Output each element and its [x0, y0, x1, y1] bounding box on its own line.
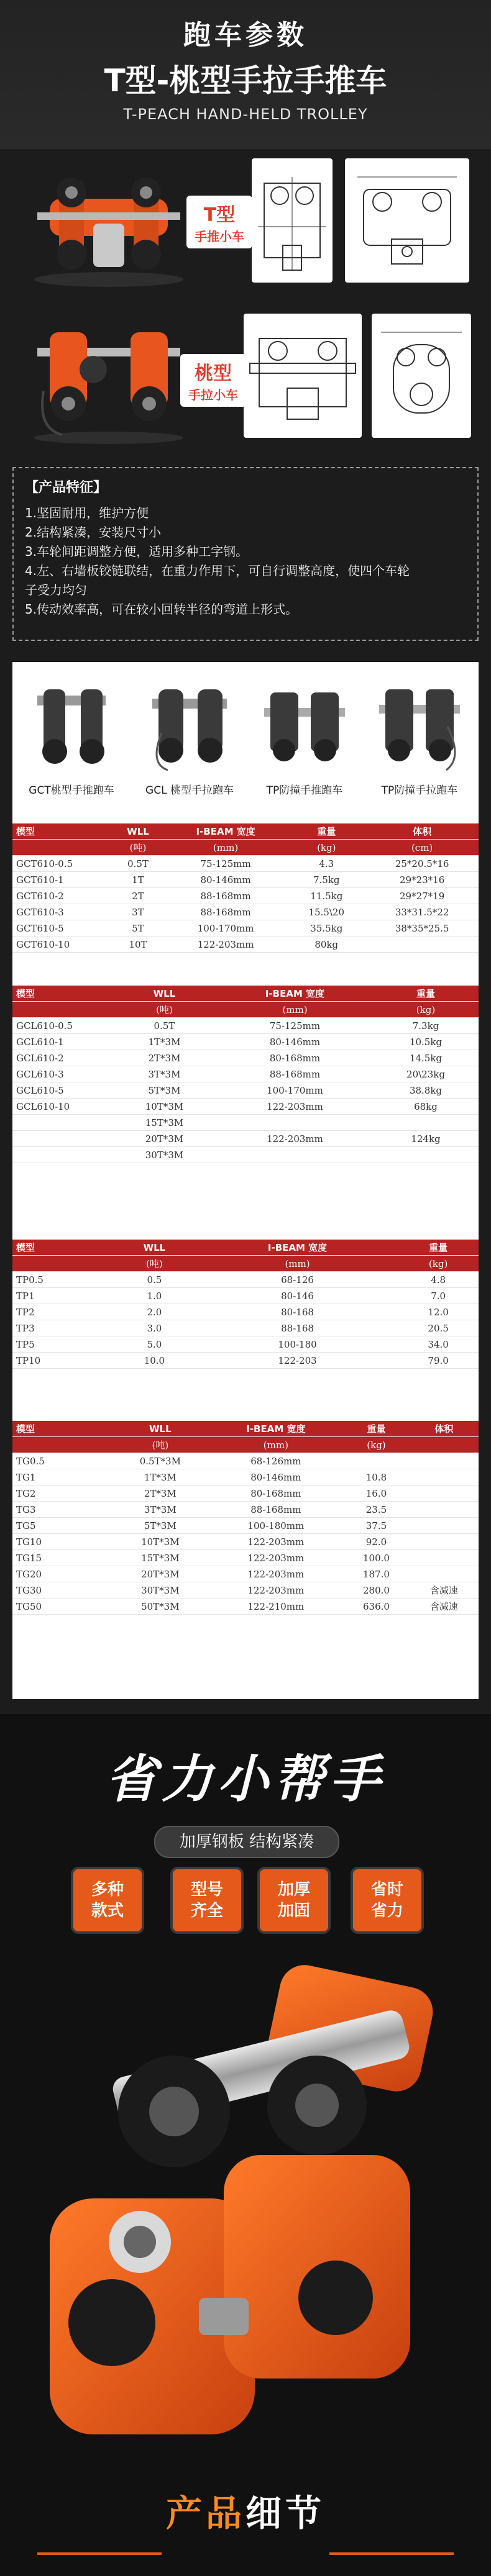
table-cell: 122-203mm: [217, 1099, 373, 1115]
hero-trolley-image: [37, 1950, 454, 2459]
promo-headline: 省力小帮手: [106, 1750, 385, 1809]
table-row: [12, 1534, 479, 1550]
page-subtitle: T型-桃型手拉手推车: [104, 63, 387, 99]
table-cell: 122-203mm: [217, 1131, 373, 1147]
table-row: [12, 1115, 479, 1131]
table-cell: 15T*3M: [112, 1115, 217, 1131]
table-cell: 122-210mm: [209, 1599, 343, 1615]
table-cell: WLL: [112, 823, 164, 840]
table-cell: 37.5: [343, 1518, 410, 1534]
table-cell: 5T*3M: [112, 1518, 209, 1534]
badge-line: 齐全: [190, 1902, 223, 1920]
table-cell: [12, 1147, 112, 1163]
table-cell: (kg): [287, 840, 365, 856]
table-cell: GCL610-3: [12, 1066, 112, 1082]
tg-spec-table: [12, 1421, 479, 1615]
table-cell: 20T*3M: [112, 1566, 209, 1582]
table-cell: 2T: [112, 888, 164, 904]
table-cell: GCT610-3: [12, 904, 112, 920]
table-cell: 体积: [410, 1421, 479, 1437]
product-features: [12, 467, 479, 641]
product-image-row: [12, 662, 479, 811]
feature-item: 2.结构紧凑，安装尺寸小: [25, 525, 162, 540]
table-cell: (kg): [343, 1437, 410, 1453]
table-cell: 80-168mm: [217, 1050, 373, 1066]
table-cell: 75-125mm: [164, 856, 287, 872]
table-cell: 1.0: [112, 1288, 197, 1304]
table-cell: [410, 1485, 479, 1502]
table-cell: 29*27*19: [365, 888, 479, 904]
table-cell: [410, 1550, 479, 1566]
table-row: [12, 888, 479, 904]
table-cell: [12, 840, 112, 856]
table-cell: 30T*3M: [112, 1582, 209, 1599]
peach-type-trolley-image: [25, 311, 193, 447]
t-type-trolley-image: [25, 155, 193, 292]
table-cell: (cm): [365, 840, 479, 856]
table-cell: 38*35*25.5: [365, 920, 479, 937]
table-row: [12, 872, 479, 888]
table-cell: 122-203mm: [164, 937, 287, 953]
table-cell: 122-203mm: [209, 1566, 343, 1582]
table-cell: [410, 1469, 479, 1485]
feature-badge: [173, 1869, 241, 1931]
table-row: [12, 1147, 479, 1163]
table-cell: (吨): [112, 1002, 217, 1018]
feature-item: 1.坚固耐用，维护方便: [25, 506, 149, 520]
table-cell: 29*23*16: [365, 872, 479, 888]
table-cell: I-BEAM 宽度: [164, 823, 287, 840]
table-cell: [12, 1256, 112, 1272]
table-row: [12, 1582, 479, 1599]
table-cell: (kg): [373, 1002, 479, 1018]
table-cell: 模型: [12, 1421, 112, 1437]
table-cell: TG30: [12, 1582, 112, 1599]
table-cell: 重量: [343, 1421, 410, 1437]
table-cell: 0.5T: [112, 1018, 217, 1034]
table-cell: 75-125mm: [217, 1018, 373, 1034]
table-cell: TG15: [12, 1550, 112, 1566]
t-type-side-drawing: [252, 158, 333, 283]
table-cell: TG1: [12, 1469, 112, 1485]
table-cell: TG10: [12, 1534, 112, 1550]
table-cell: (mm): [209, 1437, 343, 1453]
gct-spec-table: [12, 823, 479, 953]
badge-line: 型号: [190, 1880, 223, 1899]
table-cell: GCL610-5: [12, 1082, 112, 1099]
table-cell: 模型: [12, 823, 112, 840]
product-detail-heading: [0, 2484, 491, 2536]
table-cell: (mm): [217, 1002, 373, 1018]
table-cell: 80-146mm: [164, 872, 287, 888]
table-cell: 4.8: [398, 1272, 479, 1288]
table-cell: 10T: [112, 937, 164, 953]
table-unit-row: [12, 1437, 479, 1453]
table-cell: 35.5kg: [287, 920, 365, 937]
gcl-spec-table: [12, 986, 479, 1163]
table-cell: 68-126mm: [209, 1453, 343, 1469]
table-cell: [410, 1518, 479, 1534]
table-row: [12, 904, 479, 920]
table-row: [12, 1453, 479, 1469]
table-cell: 4.3: [287, 856, 365, 872]
gcl-trolley-image: [143, 671, 236, 773]
table-cell: GCT610-10: [12, 937, 112, 953]
tp-push-trolley-image: [258, 671, 351, 773]
table-cell: TP0.5: [12, 1272, 112, 1288]
table-cell: [373, 1115, 479, 1131]
table-cell: 122-203: [197, 1353, 398, 1369]
table-cell: 含减速: [410, 1599, 479, 1615]
table-cell: 15T*3M: [112, 1550, 209, 1566]
table-cell: GCL610-0.5: [12, 1018, 112, 1034]
page-title: 跑车参数: [183, 19, 308, 51]
table-row: [12, 1353, 479, 1369]
table-cell: 10.8: [343, 1469, 410, 1485]
peach-type-tag: [180, 354, 246, 407]
table-row: [12, 1518, 479, 1534]
table-cell: GCT610-1: [12, 872, 112, 888]
table-cell: (kg): [398, 1256, 479, 1272]
feature-item: 子受力均匀: [25, 583, 87, 597]
table-cell: 0.5T: [112, 856, 164, 872]
table-row: [12, 1082, 479, 1099]
table-cell: GCT610-5: [12, 920, 112, 937]
table-cell: 1T: [112, 872, 164, 888]
table-cell: 100.0: [343, 1550, 410, 1566]
table-cell: TG50: [12, 1599, 112, 1615]
table-cell: 124kg: [373, 1131, 479, 1147]
table-cell: 80-168: [197, 1304, 398, 1320]
table-cell: 122-203mm: [209, 1534, 343, 1550]
feature-item: 4.左、右墙板铰链联结，在重力作用下，可自行调整高度，使四个车轮: [25, 563, 410, 578]
table-cell: 模型: [12, 986, 112, 1002]
table-cell: 38.8kg: [373, 1082, 479, 1099]
product-label: GCT桃型手推跑车: [29, 784, 114, 797]
table-cell: [373, 1147, 479, 1163]
page-english-title: T-PEACH HAND-HELD TROLLEY: [123, 106, 368, 123]
table-header-row: [12, 1240, 479, 1256]
table-cell: [410, 1502, 479, 1518]
table-cell: 88-168mm: [217, 1066, 373, 1082]
table-cell: 100-180: [197, 1336, 398, 1353]
table-cell: 10T*3M: [112, 1534, 209, 1550]
detail-divider-right: [329, 2552, 454, 2555]
table-cell: 50T*3M: [112, 1599, 209, 1615]
table-cell: 187.0: [343, 1566, 410, 1582]
table-cell: WLL: [112, 986, 217, 1002]
table-cell: [365, 937, 479, 953]
table-cell: 5T: [112, 920, 164, 937]
table-cell: [410, 1566, 479, 1582]
table-cell: [410, 1534, 479, 1550]
badge-line: 款式: [91, 1902, 124, 1920]
spec-sheet: [12, 662, 479, 1699]
table-row: [12, 1288, 479, 1304]
table-cell: 5T*3M: [112, 1082, 217, 1099]
table-cell: 80-146mm: [217, 1034, 373, 1050]
feature-item: 5.传动效率高，可在较小回转半径的弯道上形式。: [25, 602, 298, 617]
table-cell: 1T*3M: [112, 1469, 209, 1485]
table-header-row: [12, 1421, 479, 1437]
table-cell: TG5: [12, 1518, 112, 1534]
table-cell: 5.0: [112, 1336, 197, 1353]
table-row: [12, 1050, 479, 1066]
table-cell: 79.0: [398, 1353, 479, 1369]
table-cell: (吨): [112, 1256, 197, 1272]
table-cell: TP5: [12, 1336, 112, 1353]
table-cell: 100-170mm: [164, 920, 287, 937]
table-cell: 25*20.5*16: [365, 856, 479, 872]
table-cell: 92.0: [343, 1534, 410, 1550]
table-cell: 重量: [398, 1240, 479, 1256]
table-unit-row: [12, 1002, 479, 1018]
table-cell: 88-168mm: [209, 1502, 343, 1518]
table-cell: 1T*3M: [112, 1034, 217, 1050]
peach-type-front-drawing: [372, 314, 471, 438]
table-cell: (吨): [112, 840, 164, 856]
table-cell: WLL: [112, 1240, 197, 1256]
table-cell: 100-180mm: [209, 1518, 343, 1534]
table-cell: TG20: [12, 1566, 112, 1582]
t-type-tag: [186, 196, 252, 248]
table-cell: 10.0: [112, 1353, 197, 1369]
table-cell: TG2: [12, 1485, 112, 1502]
table-row: [12, 1018, 479, 1034]
table-cell: 2T*3M: [112, 1485, 209, 1502]
table-cell: 7.0: [398, 1288, 479, 1304]
table-cell: [12, 1131, 112, 1147]
table-cell: 280.0: [343, 1582, 410, 1599]
promo-subheadline: 加厚钢板 结构紧凑: [154, 1826, 339, 1858]
table-cell: 16.0: [343, 1485, 410, 1502]
features-title: 【产品特征】: [25, 480, 108, 496]
table-row: [12, 1336, 479, 1353]
table-cell: I-BEAM 宽度: [197, 1240, 398, 1256]
table-cell: 30T*3M: [112, 1147, 217, 1163]
table-row: [12, 1550, 479, 1566]
t-type-tag-sub: 手推小车: [195, 229, 244, 244]
table-cell: 23.5: [343, 1502, 410, 1518]
t-type-showcase: [0, 149, 491, 298]
table-cell: [410, 1453, 479, 1469]
table-cell: GCT610-0.5: [12, 856, 112, 872]
table-row: [12, 1066, 479, 1082]
table-row: [12, 1034, 479, 1050]
table-cell: 体积: [365, 823, 479, 840]
table-row: [12, 1320, 479, 1336]
table-cell: 88-168mm: [164, 904, 287, 920]
table-row: [12, 937, 479, 953]
table-cell: 模型: [12, 1240, 112, 1256]
tp-spec-table: [12, 1240, 479, 1369]
table-unit-row: [12, 1256, 479, 1272]
table-row: [12, 1099, 479, 1115]
table-cell: TG0.5: [12, 1453, 112, 1469]
table-cell: 10.5kg: [373, 1034, 479, 1050]
table-cell: TP3: [12, 1320, 112, 1336]
peach-type-tag-sub: 手拉小车: [188, 388, 238, 402]
badge-line: 多种: [91, 1880, 124, 1899]
table-cell: 68-126: [197, 1272, 398, 1288]
table-cell: 3T*3M: [112, 1066, 217, 1082]
table-cell: 80kg: [287, 937, 365, 953]
badge-line: 省时: [370, 1880, 403, 1899]
table-cell: 10T*3M: [112, 1099, 217, 1115]
table-cell: (mm): [197, 1256, 398, 1272]
table-cell: 3T*3M: [112, 1502, 209, 1518]
table-row: [12, 856, 479, 872]
table-cell: (mm): [164, 840, 287, 856]
table-row: [12, 1304, 479, 1320]
table-cell: GCL610-2: [12, 1050, 112, 1066]
table-cell: 14.5kg: [373, 1050, 479, 1066]
table-cell: 80-146: [197, 1288, 398, 1304]
table-cell: 重量: [373, 986, 479, 1002]
table-cell: 2T*3M: [112, 1050, 217, 1066]
table-row: [12, 1131, 479, 1147]
feature-badge: [353, 1869, 421, 1931]
table-cell: 100-170mm: [217, 1082, 373, 1099]
table-cell: [12, 1115, 112, 1131]
gct-trolley-image: [25, 671, 118, 773]
table-cell: 2.0: [112, 1304, 197, 1320]
table-row: [12, 1469, 479, 1485]
table-cell: 20\23kg: [373, 1066, 479, 1082]
table-header-row: [12, 823, 479, 840]
table-cell: 80-146mm: [209, 1469, 343, 1485]
badge-line: 加厚: [277, 1880, 310, 1899]
peach-type-side-drawing: [244, 314, 362, 438]
table-cell: 3.0: [112, 1320, 197, 1336]
table-row: [12, 1566, 479, 1582]
detail-heading-a: 产品: [165, 2492, 246, 2534]
table-cell: [217, 1115, 373, 1131]
product-label: TP防撞手推跑车: [266, 784, 343, 797]
table-cell: 80-168mm: [209, 1485, 343, 1502]
feature-item: 3.车轮间距调整方便，适用多种工字钢。: [25, 544, 249, 559]
table-cell: GCT610-2: [12, 888, 112, 904]
product-label: TP防撞手拉跑车: [381, 784, 458, 797]
table-cell: 88-168: [197, 1320, 398, 1336]
table-cell: GCL610-1: [12, 1034, 112, 1050]
table-cell: [12, 1002, 112, 1018]
detail-heading-b: 细节: [246, 2492, 326, 2534]
detail-divider-left: [37, 2552, 162, 2555]
table-row: [12, 1502, 479, 1518]
table-row: [12, 920, 479, 937]
table-row: [12, 1485, 479, 1502]
table-cell: 15.5\20: [287, 904, 365, 920]
table-cell: 636.0: [343, 1599, 410, 1615]
table-cell: 含减速: [410, 1582, 479, 1599]
table-unit-row: [12, 840, 479, 856]
table-cell: 33*31.5*22: [365, 904, 479, 920]
table-cell: TG3: [12, 1502, 112, 1518]
table-cell: 68kg: [373, 1099, 479, 1115]
table-cell: 34.0: [398, 1336, 479, 1353]
table-header-row: [12, 986, 479, 1002]
table-row: [12, 1599, 479, 1615]
badge-line: 省力: [370, 1902, 403, 1920]
table-cell: 20T*3M: [112, 1131, 217, 1147]
table-cell: 3T: [112, 904, 164, 920]
product-label: GCL 桃型手拉跑车: [145, 784, 234, 797]
table-cell: TP1: [12, 1288, 112, 1304]
table-cell: [343, 1453, 410, 1469]
table-cell: 7.5kg: [287, 872, 365, 888]
table-cell: TP2: [12, 1304, 112, 1320]
table-cell: 12.0: [398, 1304, 479, 1320]
promo-section: [0, 1714, 491, 2576]
peach-type-showcase: [0, 304, 491, 453]
table-cell: [410, 1437, 479, 1453]
table-cell: WLL: [112, 1421, 209, 1437]
table-cell: [12, 1437, 112, 1453]
table-cell: 0.5: [112, 1272, 197, 1288]
badge-line: 加固: [277, 1902, 310, 1920]
table-cell: TP10: [12, 1353, 112, 1369]
feature-badge: [73, 1869, 142, 1931]
table-cell: 7.3kg: [373, 1018, 479, 1034]
table-cell: GCL610-10: [12, 1099, 112, 1115]
table-cell: 0.5T*3M: [112, 1453, 209, 1469]
table-cell: 122-203mm: [209, 1550, 343, 1566]
feature-badge: [260, 1869, 328, 1931]
table-cell: 88-168mm: [164, 888, 287, 904]
table-cell: (吨): [112, 1437, 209, 1453]
table-cell: 20.5: [398, 1320, 479, 1336]
table-cell: 重量: [287, 823, 365, 840]
peach-type-tag-main: 桃型: [195, 363, 232, 384]
header: [0, 0, 491, 149]
table-cell: [217, 1147, 373, 1163]
table-row: [12, 1272, 479, 1288]
table-cell: 11.5kg: [287, 888, 365, 904]
table-cell: I-BEAM 宽度: [209, 1421, 343, 1437]
tp-pull-trolley-image: [373, 671, 466, 773]
table-cell: 122-203mm: [209, 1582, 343, 1599]
t-type-tag-main: T型: [203, 204, 236, 226]
t-type-front-drawing: [345, 158, 469, 283]
table-cell: I-BEAM 宽度: [217, 986, 373, 1002]
